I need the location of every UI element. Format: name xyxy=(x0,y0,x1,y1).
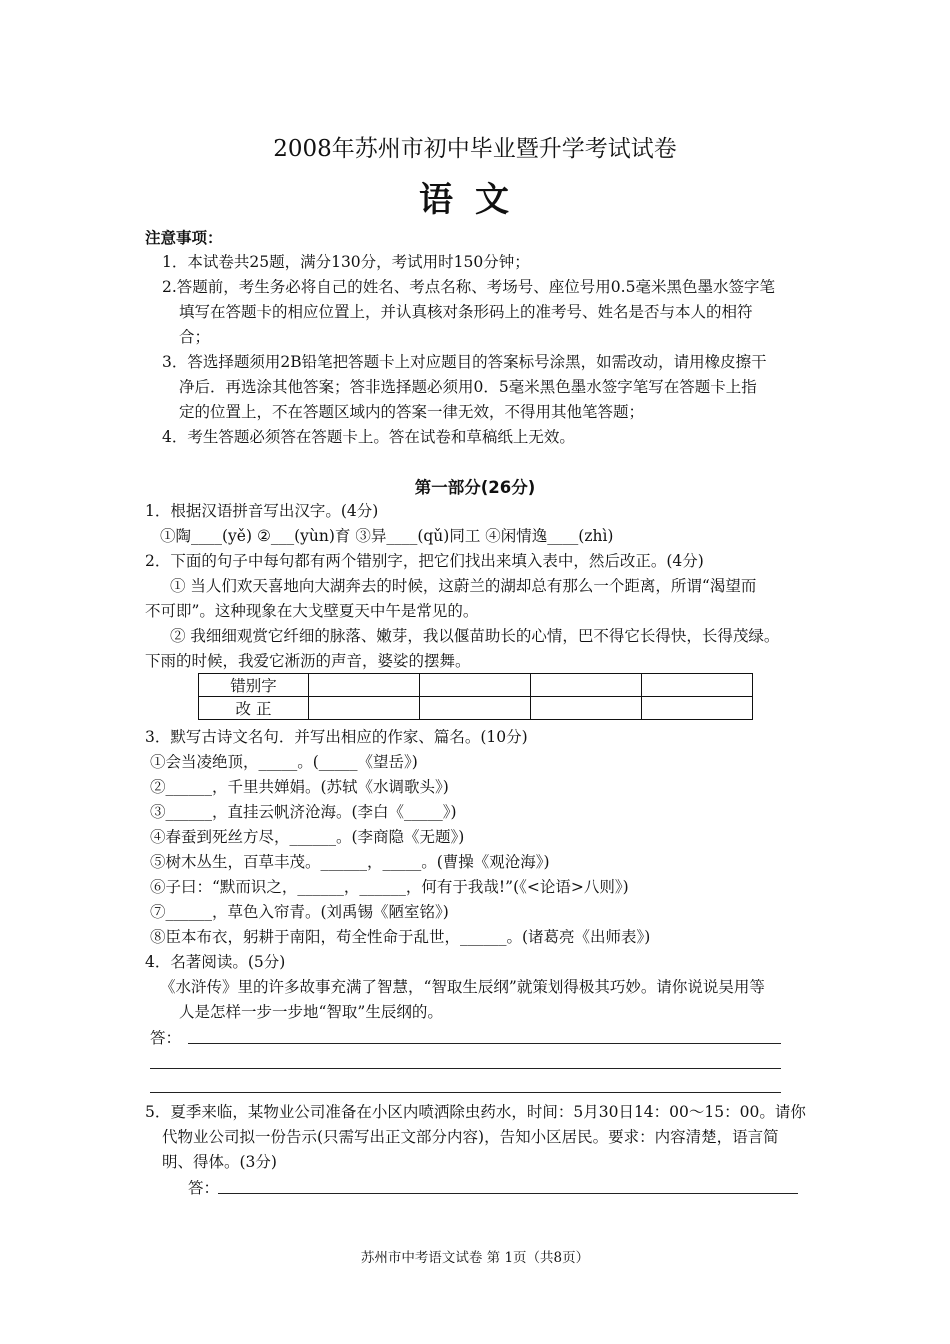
q4-answer-label: 答： xyxy=(150,1029,182,1047)
q3-item: ①会当凌绝顶，_____。(_____《望岳》) xyxy=(150,753,418,771)
answer-line[interactable] xyxy=(150,1092,781,1093)
table-header-wrong: 错别字 xyxy=(199,674,309,697)
q4-stem: 4．名著阅读。(5分) xyxy=(145,953,286,971)
q5-stem-cont: 明、得体。(3分) xyxy=(162,1153,277,1171)
q3-item: ⑧臣本布衣，躬耕于南阳，苟全性命于乱世，______。(诸葛亮《出师表》) xyxy=(150,928,651,946)
q2-sentence-2: ② 我细细观赏它纤细的脉落、嫩芽，我以偃苗助长的心情，巴不得它长得快，长得茂绿。 xyxy=(170,627,780,645)
q5-stem-cont: 代物业公司拟一份告示(只需写出正文部分内容)，告知小区居民。要求：内容清楚，语言简 xyxy=(162,1128,779,1146)
note-line: 填写在答题卡的相应位置上，并认真核对条形码上的准考号、姓名是否与本人的相符 xyxy=(179,303,753,321)
note-line: 定的位置上，不在答题区域内的答案一律无效，不得用其他笔答题； xyxy=(179,403,645,421)
note-line: 净后．再选涂其他答案；答非选择题必须用0．5毫米黑色墨水签字笔写在答题卡上指 xyxy=(179,378,757,396)
exam-title: 2008年苏州市初中毕业暨升学考试试卷 xyxy=(273,136,677,162)
q3-item: ⑤树木丛生，百草丰茂。______，_____。(曹操《观沧海》) xyxy=(150,853,550,871)
q3-item: ⑥子曰：“默而识之，______，______，何有于我哉!”(《<论语>八则》) xyxy=(150,878,629,896)
table-row xyxy=(199,697,753,720)
note-line: 合； xyxy=(179,328,211,346)
table-cell[interactable] xyxy=(642,674,753,697)
table-row xyxy=(199,674,753,697)
q3-item: ②______，千里共婵娟。(苏轼《水调歌头》) xyxy=(150,778,449,796)
q2-stem: 2．下面的句子中每句都有两个错别字，把它们找出来填入表中，然后改正。(4分) xyxy=(145,552,704,570)
note-line: 1．本试卷共25题，满分130分，考试用时150分钟； xyxy=(162,253,530,271)
q3-item: ④春蚕到死丝方尽，______。(李商隐《无题》) xyxy=(150,828,465,846)
notes-heading: 注意事项： xyxy=(145,229,223,247)
q2-sentence-1: ① 当人们欢天喜地向大湖奔去的时候，这蔚兰的湖却总有那么一个距离，所谓“渴望而 xyxy=(170,577,757,595)
table-cell[interactable] xyxy=(531,674,642,697)
table-header-correct: 改 正 xyxy=(199,697,309,720)
subject-title: 语文 xyxy=(419,180,531,220)
q1-stem: 1．根据汉语拼音写出汉字。(4分) xyxy=(145,502,379,520)
part-heading: 第一部分(26分) xyxy=(414,478,536,497)
q3-item: ③______，直挂云帆济沧海。(李白《_____》) xyxy=(150,803,457,821)
table-cell[interactable] xyxy=(309,697,420,720)
table-cell[interactable] xyxy=(420,674,531,697)
answer-line[interactable] xyxy=(150,1068,781,1069)
q5-stem: 5．夏季来临，某物业公司准备在小区内喷洒除虫药水，时间：5月30日14：00～15：00。请你 xyxy=(145,1103,806,1121)
answer-line[interactable] xyxy=(188,1043,781,1044)
correction-table xyxy=(198,673,753,720)
q2-sentence-2-cont: 下雨的时候，我爱它淅沥的声音，婆娑的摆舞。 xyxy=(145,652,471,670)
table-cell[interactable] xyxy=(642,697,753,720)
table-cell[interactable] xyxy=(420,697,531,720)
table-cell[interactable] xyxy=(309,674,420,697)
q2-sentence-1-cont: 不可即”。这种现象在大戈壁夏天中午是常见的。 xyxy=(145,602,479,620)
answer-line[interactable] xyxy=(218,1193,798,1194)
table-cell[interactable] xyxy=(531,697,642,720)
q4-body: 《水浒传》里的许多故事充满了智慧，“智取生辰纲”就策划得极其巧妙。请你说说吴用等 xyxy=(160,978,765,996)
q5-answer-label: 答： xyxy=(188,1179,220,1197)
note-line: 4．考生答题必须答在答题卡上。答在试卷和草稿纸上无效。 xyxy=(162,428,575,446)
q1-items: ①陶____(yě) ②___(yùn)育 ③异____(qǔ)同工 ④闲情逸____(zhì) xyxy=(160,527,614,545)
page-footer: 苏州市中考语文试卷 第 1页（共8页） xyxy=(360,1250,590,1266)
note-line: 2.答题前，考生务必将自己的姓名、考点名称、考场号、座位号用0.5毫米黑色墨水签字笔 xyxy=(162,278,775,296)
note-line: 3．答选择题须用2B铅笔把答题卡上对应题目的答案标号涂黑，如需改动，请用橡皮擦干 xyxy=(162,353,767,371)
q3-item: ⑦______，草色入帘青。(刘禹锡《陋室铭》) xyxy=(150,903,449,921)
q3-stem: 3．默写古诗文名句．并写出相应的作家、篇名。(10分) xyxy=(145,728,528,746)
q4-body-cont: 人是怎样一步一步地“智取”生辰纲的。 xyxy=(179,1003,443,1021)
